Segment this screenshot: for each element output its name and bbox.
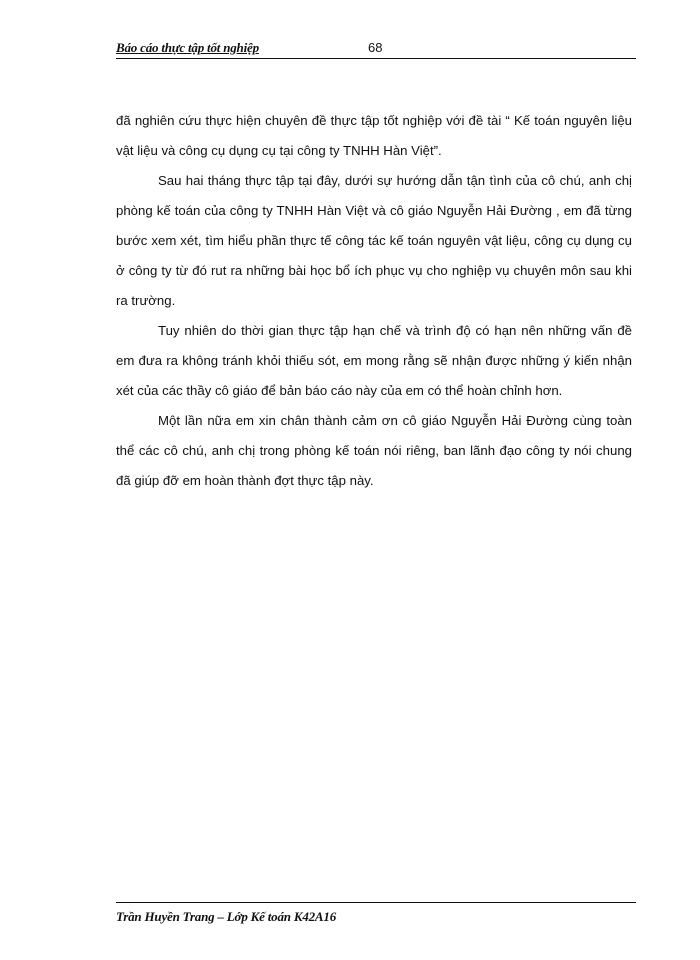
page-footer (116, 902, 636, 924)
paragraph-4: Một lần nữa em xin chân thành cảm ơn cô giáo Nguyễn Hải Đường cùng toàn thể các cô chú, anh chị trong phòng kế toán nói riêng, ban lãnh đạo công ty nói chung đã giúp đỡ em hoàn thành đợt thực tập này. (116, 413, 632, 488)
paragraph-2: Sau hai tháng thực tập tại đây, dưới sự hướng dẫn tận tình của cô chú, anh chị phòng kế toán của công ty TNHH Hàn Việt và cô giáo Nguyễn Hải Đường , em đã từng bước xem xét, tìm hiểu phần thực tế công tác kế toán nguyên vật liệu, công cụ dụng cụ ở công ty từ đó rut ra những bài học bổ ích phục vụ cho nghiệp vụ chuyên môn sau khi ra trường. (116, 173, 632, 308)
header-title: Báo cáo thực tập tốt nghiệp (116, 40, 259, 55)
body-text (116, 106, 632, 496)
paragraph-1: đã nghiên cứu thực hiện chuyên đề thực tập tốt nghiệp với đề tài “ Kế toán nguyên liệu vật liệu và công cụ dụng cụ tại công ty TNHH Hàn Việt”. (116, 113, 632, 158)
page-number: 68 (368, 40, 383, 55)
page-header (116, 38, 636, 59)
footer-text: Trần Huyền Trang – Lớp Kế toán K42A16 (116, 909, 336, 924)
paragraph-3: Tuy nhiên do thời gian thực tập hạn chế và trình độ có hạn nên những vấn đề em đưa ra không tránh khỏi thiếu sót, em mong rằng sẽ nhận được những ý kiến nhận xét của các thầy cô giáo để bản báo cáo này của em có thể hoàn chỉnh hơn. (116, 323, 632, 398)
